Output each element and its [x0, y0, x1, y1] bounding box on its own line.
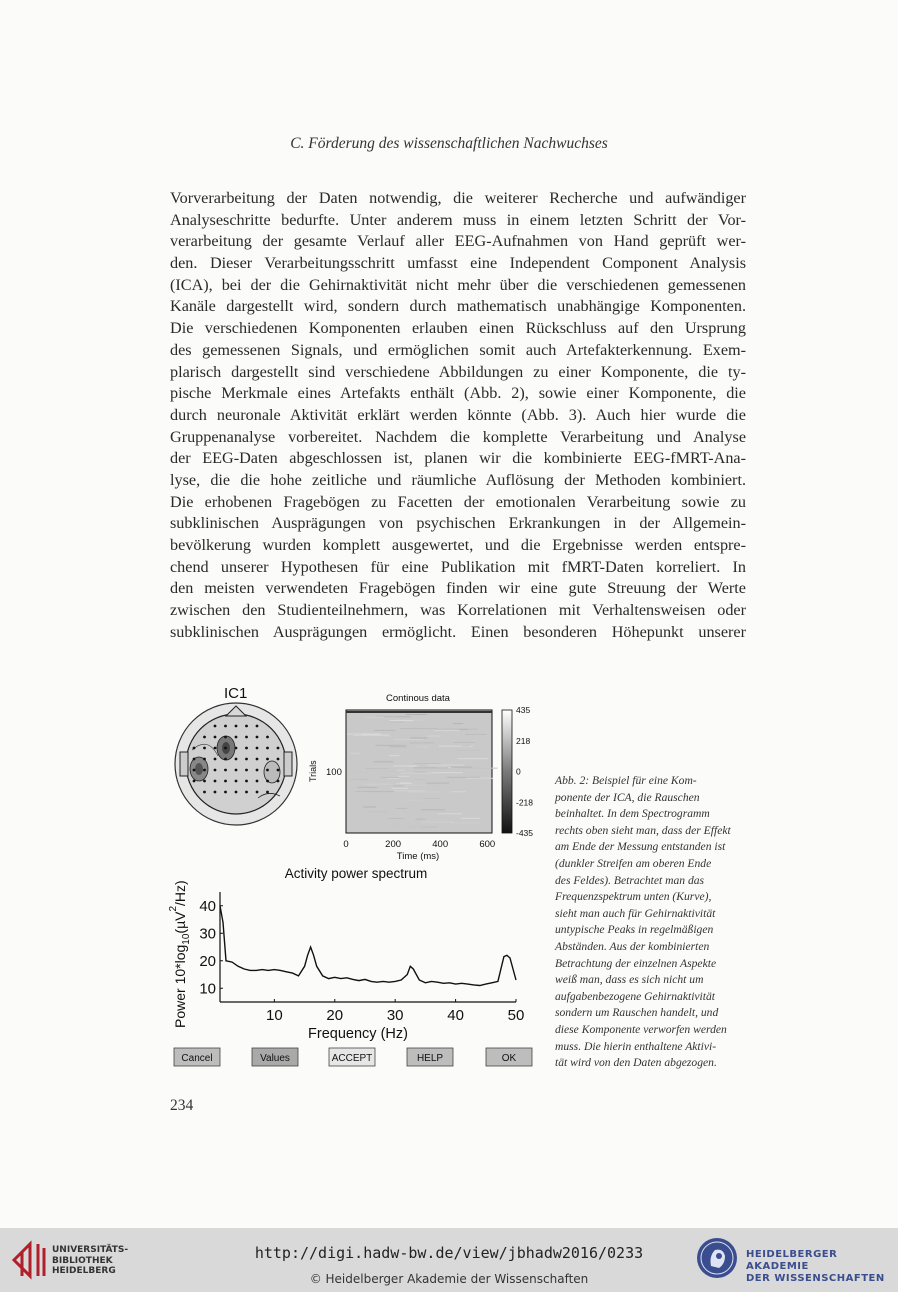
body-line: lyse, die die hohe zeitliche und räumliche Auflösung der Methoden kombiniert.	[170, 470, 746, 489]
noise-streak	[353, 772, 369, 773]
body-line: bevölkerung wurden komplett ausgewertet, und die Ergebnisse werden entspre-	[170, 536, 746, 554]
continuous-data-title: Continous data	[386, 693, 450, 704]
colorbar-tick-label: 0	[516, 766, 521, 777]
x-tick-label: 20	[326, 1007, 344, 1024]
time-tick-label: 0	[343, 839, 349, 850]
noise-streak	[466, 778, 493, 779]
electrode-dot	[224, 780, 227, 783]
noise-streak	[398, 776, 410, 777]
electrode-dot	[277, 758, 280, 761]
time-tick-label: 400	[432, 839, 449, 850]
body-line: plarisch dargestellt sind verschiedene Abbildungen zu einer Komponente, die ty-	[170, 362, 746, 381]
caption-line: Abständen. Aus der kombinierten	[555, 939, 710, 953]
electrode-dot	[235, 736, 238, 739]
time-tick-label: 600	[479, 839, 496, 850]
noise-streak	[366, 768, 388, 769]
noise-streak	[390, 721, 405, 722]
y-axis-label-part: (µV	[172, 911, 188, 934]
noise-streak	[405, 714, 427, 715]
power-spectrum-chart	[168, 880, 524, 1042]
electrode-dot	[245, 780, 248, 783]
noise-streak	[426, 783, 449, 784]
noise-streak	[420, 827, 438, 828]
footer-copyright: © Heidelberger Akademie der Wissenschaften	[309, 1272, 589, 1286]
caption-line: aufgabenbezogene Gehirnaktivität	[555, 989, 716, 1003]
electrode-dot	[203, 769, 206, 772]
noise-streak	[363, 806, 376, 807]
noise-streak	[364, 784, 392, 785]
electrode-dot	[256, 791, 259, 794]
noise-streak	[393, 785, 404, 786]
electrode-dot	[203, 747, 206, 750]
noise-streak	[400, 728, 437, 729]
noise-streak	[396, 808, 407, 809]
noise-streak	[407, 791, 442, 792]
body-line: pische Merkmale eines Artefakts enthält (Abb. 2), sowie einer Komponente, die	[170, 384, 746, 403]
noise-streak	[458, 758, 489, 759]
colorbar	[502, 710, 512, 833]
y-axis-label-part: /Hz)	[172, 880, 188, 906]
y-tick-label: 10	[199, 980, 216, 998]
body-line: zwischen den Studienteilnehmern, was Korrelationen mit Verhaltensweisen oder	[170, 601, 746, 620]
electrode-dot	[245, 736, 248, 739]
noise-streak	[387, 778, 400, 779]
figure-button-label: ACCEPT	[331, 1053, 373, 1064]
electrode-dot	[193, 747, 196, 750]
noise-streak	[356, 766, 393, 767]
academy-name-line: DER WISSENSCHAFTEN	[746, 1273, 885, 1284]
colorbar-tick-label: -218	[516, 797, 534, 808]
body-line: Vorverarbeitung der Daten notwendig, die weiterer Recherche und aufwändiger	[170, 189, 746, 207]
figure-button-label: OK	[501, 1053, 517, 1064]
caption-line: rechts oben sieht man, dass der Effekt	[555, 823, 731, 837]
noise-streak	[377, 771, 397, 772]
electrode-dot	[224, 791, 227, 794]
electrode-dot	[224, 747, 227, 750]
y-axis-label-part: Power 10*log	[172, 944, 188, 1028]
electrode-dot	[193, 769, 196, 772]
noise-streak	[386, 826, 407, 827]
caption-line: Betrachtung der einzelnen Aspekte	[555, 956, 717, 970]
electrode-dot	[266, 758, 269, 761]
noise-streak	[447, 777, 480, 778]
electrode-dot	[193, 780, 196, 783]
electrode-dot	[193, 758, 196, 761]
body-line: der EEG-Daten abgeschlossen ist, planen wir die kombinierte EEG-fMRT-Ana-	[170, 449, 746, 468]
y-tick-label: 20	[199, 952, 216, 970]
body-line: den. Dieser Verarbeitungsschritt umfasst eine Independent Component Analysis	[170, 254, 746, 273]
caption-line: sondern um Rauschen handelt, und	[555, 1006, 719, 1020]
noise-streak	[400, 773, 434, 774]
body-line: subklinischen Ausprägungen ermöglicht. Einen besonderen Höhepunkt unserer	[170, 622, 746, 641]
caption-line: des Feldes). Betrachtet man das	[555, 873, 705, 887]
body-line: durch neuronale Aktivität erklärt werden könnte (Abb. 3). Auch hier wurde die	[170, 405, 746, 424]
power-spectrum-line	[220, 906, 516, 986]
caption-line: (dunkler Streifen am oberen Ende	[555, 856, 712, 870]
noise-streak	[415, 819, 426, 820]
body-line: Kanäle dargestellt wird, sondern durch mathematisch unabhängige Komponenten.	[170, 297, 746, 316]
component-label: IC1	[224, 685, 248, 702]
body-line: Analyseschritte bedurfte. Unter anderem muss in einem letzten Schritt der Vor-	[170, 210, 746, 229]
electrode-dot	[203, 736, 206, 739]
electrode-dot	[256, 725, 259, 728]
electrode-dot	[245, 725, 248, 728]
noise-streak	[374, 730, 396, 731]
noise-streak	[465, 734, 486, 735]
electrode-dot	[235, 780, 238, 783]
electrode-dot	[256, 747, 259, 750]
figure-button-help[interactable]	[407, 1048, 453, 1066]
y-axis-label-part: 10	[181, 933, 192, 945]
electrode-dot	[224, 758, 227, 761]
electrode-dot	[235, 791, 238, 794]
figure-ica-component	[168, 680, 548, 1075]
electrode-dot	[203, 780, 206, 783]
noise-streak	[389, 755, 399, 756]
electrode-dot	[214, 769, 217, 772]
x-tick-label: 10	[266, 1007, 283, 1024]
caption-line: weiß man, dass es sich nicht um	[555, 973, 704, 987]
caption-line: beinhaltet. In dem Spectrogramm	[555, 807, 710, 821]
body-line: des gemessenen Signals, und ermöglichen somit auch Artefakterkennung. Exem-	[170, 340, 746, 359]
electrode-dot	[256, 769, 259, 772]
electrode-dot	[256, 780, 259, 783]
figure-button-label: HELP	[416, 1053, 444, 1064]
noise-streak	[424, 798, 440, 799]
electrode-dot	[214, 758, 217, 761]
electrode-dot	[277, 780, 280, 783]
noise-streak	[421, 809, 445, 810]
electrode-dot	[266, 791, 269, 794]
figure-button-accept[interactable]	[329, 1048, 375, 1066]
noise-streak	[437, 813, 462, 814]
noise-streak	[431, 772, 463, 773]
body-line: Die erhobenen Fragebögen zu Facetten der emotionalen Verarbeitung sowie zu	[170, 492, 746, 511]
trials-tick: 100	[326, 767, 342, 778]
electrode-dot	[224, 725, 227, 728]
colorbar-tick-label: 435	[516, 705, 531, 715]
noise-streak	[462, 745, 470, 746]
noise-streak	[389, 746, 407, 747]
noise-streak	[410, 737, 427, 738]
noise-streak	[391, 788, 408, 789]
noise-streak	[353, 735, 389, 736]
noise-streak	[450, 822, 480, 823]
y-axis-label	[168, 880, 192, 1028]
caption-line: am Ende der Messung entstanden ist	[555, 840, 726, 854]
electrode-dot	[203, 758, 206, 761]
x-tick-label: 50	[507, 1007, 525, 1024]
electrode-dot	[277, 747, 280, 750]
electrode-dot	[214, 780, 217, 783]
caption-line: ponente der ICA, die Rauschen	[555, 790, 700, 804]
noise-streak	[415, 779, 427, 780]
noise-streak	[453, 723, 463, 724]
noise-streak	[347, 734, 380, 735]
noise-streak	[350, 753, 360, 754]
noise-streak	[392, 765, 416, 766]
noise-streak	[366, 793, 391, 794]
trials-label: Trials	[308, 760, 318, 782]
noise-streak	[388, 818, 403, 819]
university-library-name-line: UNIVERSITÄTS-	[52, 1245, 129, 1255]
body-line: subklinischen Ausprägungen von psychischen Erkrankungen in der Allgemein-	[170, 514, 746, 533]
caption-line: Frequenzspektrum unten (Kurve),	[555, 890, 712, 904]
noise-streak	[389, 720, 407, 721]
x-axis-label: Frequency (Hz)	[308, 1026, 408, 1042]
footer-url-link[interactable]: http://digi.hadw-bw.de/view/jbhadw2016/0233	[254, 1244, 644, 1262]
electrode-dot	[256, 736, 259, 739]
noise-streak	[350, 779, 368, 780]
noise-streak	[426, 736, 441, 737]
caption-line: Abb. 2: Beispiel für eine Kom-	[555, 774, 697, 787]
electrode-dot	[214, 725, 217, 728]
y-tick-label: 30	[199, 925, 216, 943]
spectrum-title: Activity power spectrum	[284, 866, 428, 881]
noise-streak	[417, 746, 429, 747]
electrode-dot	[245, 769, 248, 772]
body-line: Die verschiedenen Komponenten erlauben einen Rückschluss auf den Ursprung	[170, 319, 746, 338]
electrode-dot	[235, 758, 238, 761]
electrode-dot	[235, 747, 238, 750]
caption-line: diese Komponente verworfen werden	[555, 1022, 727, 1036]
noise-streak	[359, 786, 370, 787]
x-tick-label: 30	[386, 1007, 404, 1024]
body-text	[170, 188, 746, 643]
caption-line: untypische Peaks in regelmäßigen	[555, 923, 714, 937]
noise-streak	[427, 765, 464, 766]
electrode-dot	[214, 747, 217, 750]
academy-seal-logo-icon	[695, 1236, 739, 1280]
body-line: den meisten verwendeten Fragebögen finden wir eine gute Streuung der Werte	[170, 579, 746, 598]
electrode-dot	[266, 780, 269, 783]
noise-streak	[414, 771, 425, 772]
x-tick-label: 40	[447, 1007, 464, 1024]
electrode-dot	[245, 791, 248, 794]
noise-streak	[365, 791, 393, 792]
noise-streak	[413, 763, 441, 764]
academy-name-line: HEIDELBERGER AKADEMIE	[746, 1249, 838, 1272]
body-line: Gruppenanalyse vorbereitet. Nachdem die komplette Verarbeitung und Analyse	[170, 427, 746, 446]
time-tick-label: 200	[385, 839, 402, 850]
university-library-name-line: HEIDELBERG	[52, 1266, 116, 1276]
electrode-dot	[245, 747, 248, 750]
electrode-dot	[266, 769, 269, 772]
y-axis-label-part: 2	[168, 905, 179, 912]
figure-button-cancel[interactable]	[174, 1048, 220, 1066]
time-axis-label: Time (ms)	[396, 851, 440, 862]
noise-streak	[400, 783, 411, 784]
noise-streak	[451, 767, 472, 768]
noise-streak	[413, 767, 448, 768]
noise-streak	[453, 742, 475, 743]
noise-streak	[410, 742, 435, 743]
noise-streak	[461, 818, 480, 819]
figure-caption	[555, 773, 750, 1072]
body-line: chend unserer Hypothesen für eine Publikation mit fMRT-Daten korreliert. In	[170, 557, 746, 576]
noise-streak	[421, 822, 453, 823]
y-tick-label: 40	[199, 897, 216, 915]
noise-streak	[456, 750, 482, 751]
caption-line: tät wird von den Daten abgezogen.	[555, 1056, 717, 1070]
body-line: verarbeitung der gesamte Verlauf aller EEG-Aufnahmen von Hand geprüft wer-	[170, 232, 746, 251]
body-line: (ICA), bei der die Gehirnaktivität nicht mehr über die verschiedenen gemessenen	[170, 275, 746, 294]
electrode-dot	[266, 736, 269, 739]
noise-streak	[384, 716, 410, 717]
noise-streak	[375, 745, 405, 746]
figure-button-ok[interactable]	[486, 1048, 532, 1066]
running-head: C. Förderung des wissenschaftlichen Nachwuchses	[290, 135, 608, 152]
electrode-dot	[266, 747, 269, 750]
electrode-dot	[235, 725, 238, 728]
colorbar-tick-label: 218	[516, 735, 531, 746]
electrode-dot	[235, 769, 238, 772]
caption-line: muss. Die hierin enthaltene Aktivi-	[555, 1039, 717, 1053]
figure-button-values[interactable]	[252, 1048, 298, 1066]
electrode-dot	[203, 791, 206, 794]
noise-streak	[463, 768, 498, 769]
noise-streak	[406, 800, 421, 801]
university-library-name-line: BIBLIOTHEK	[52, 1255, 113, 1266]
figure-button-label: Values	[260, 1053, 290, 1064]
noise-streak	[409, 826, 418, 827]
noise-streak	[436, 811, 460, 812]
noise-streak	[451, 791, 466, 792]
electrode-dot	[214, 736, 217, 739]
electrode-dot	[224, 736, 227, 739]
scalp-map	[175, 703, 297, 825]
figure-button-label: Cancel	[181, 1053, 213, 1064]
electrode-dot	[277, 769, 280, 772]
noise-streak	[374, 761, 394, 762]
noise-streak	[397, 770, 405, 771]
noise-streak	[376, 716, 388, 717]
noise-streak	[383, 736, 392, 737]
noise-streak	[394, 739, 423, 740]
noise-streak	[380, 777, 398, 778]
electrode-dot	[214, 791, 217, 794]
noise-streak	[434, 730, 460, 731]
electrode-dot	[224, 769, 227, 772]
colorbar-tick-label: -435	[516, 828, 534, 838]
noise-streak	[368, 811, 386, 812]
noise-streak	[394, 790, 425, 791]
academy-name	[746, 1249, 898, 1285]
page-number: 234	[170, 1097, 194, 1114]
caption-line: sieht man auch für Gehirnaktivität	[555, 906, 716, 920]
electrode-dot	[245, 758, 248, 761]
electrode-dot	[256, 758, 259, 761]
